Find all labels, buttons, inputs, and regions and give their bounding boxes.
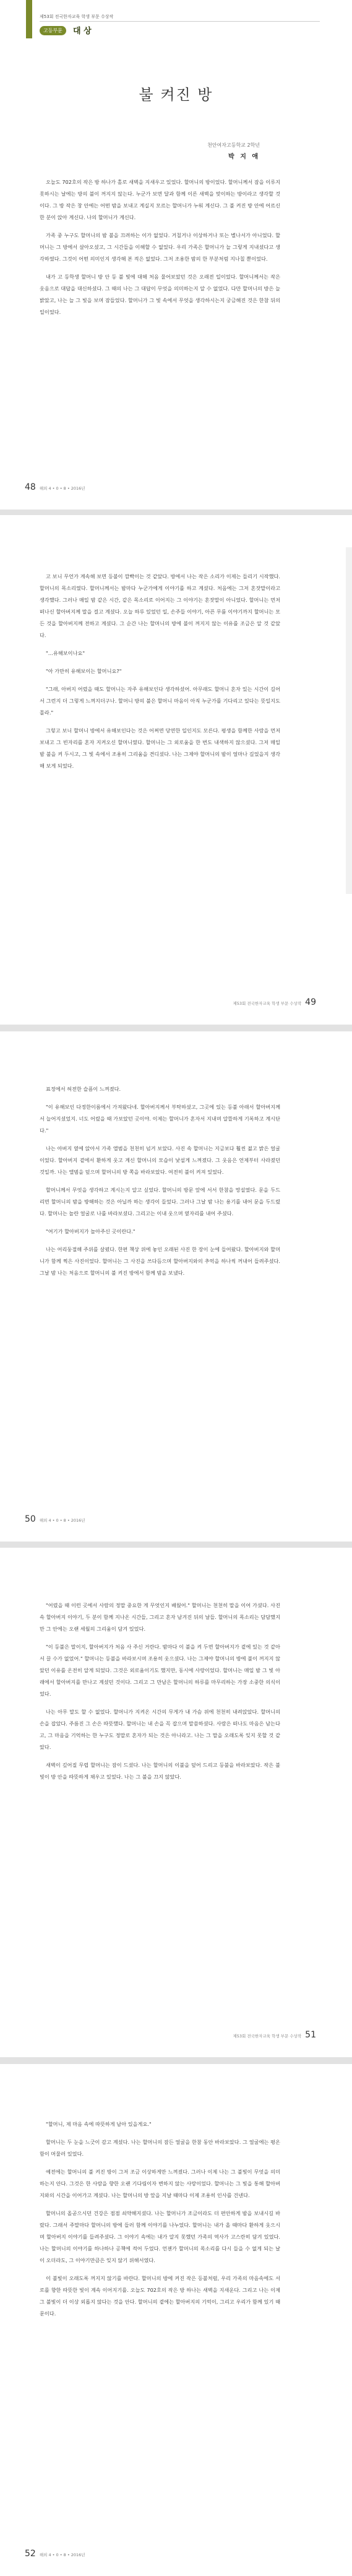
- page-footer: [25, 482, 85, 492]
- folio-label: 해외 4 • 0 • 8 • 2016년: [39, 2552, 85, 2557]
- dialogue-line: "할머니, 제 마음 속에 따뜻하게 남아 있을게요.": [46, 2121, 152, 2127]
- paragraph: 고 보니 무언가 계속해 보면 등불이 깜빡이는 것 같았다. 방에서 나는 작은 소리가 이제는 들리기 시작했다. 할머니의 목소리였다. 할머니께서는 밤마다 누군가에게 이야기를 하고 계셨다. 처음에는 그저 혼잣말이라고 생각했다. 그러나 매일 밤 같은 시간, 같은 목소리로 이어지는 그 이야기는 혼잣말이 아니었다. 할머니는 먼저 떠나신 할아버지께 말을 걸고 계셨다. 오늘 하루 있었던 일, 손주들 이야기, 아픈 무릎 이야기까지 할머니는 모든 것을 할아버지께 전하고 계셨다. 그 순간 나는 할머니의 방에 불이 꺼지지 않는 이유를 조금은 알 것 같았다.: [40, 573, 280, 638]
- page-footer: [25, 1514, 85, 1524]
- running-header: 제53회 전국한자교육 학생 부문 수상작: [40, 14, 114, 19]
- dialogue-line: "그래, 아버지 어렸을 때도 할머니는 자주 유해보인다 생각하셨어. 아무래도 할머니 혼자 있는 시간이 길어서 그런지 더 그렇게 느껴지더구나. 할머니 방의 불은 할머니 마음이 아직 누군가를 기다리고 있다는 뜻일지도 몰라.": [40, 686, 280, 716]
- section-tab: [26, 0, 32, 38]
- page-number: 52: [25, 2549, 36, 2559]
- page-number: 50: [25, 1514, 36, 1524]
- page-number: 48: [25, 482, 36, 492]
- paragraph: 할머니는 두 눈을 느긋이 감고 계셨다. 나는 할머니의 잠든 얼굴을 한참 동안 바라보았다. 그 얼굴에는 평온함이 머물러 있었다.: [40, 2139, 280, 2157]
- page-footer: [233, 997, 316, 1007]
- paragraph: "어렸을 때 이런 곳에서 사람의 정말 중요한 게 무엇인지 배웠어." 할머니는 천천히 말을 이어 가셨다. 사진 속 할아버지 이야기, 두 분이 함께 지나온 시간들, 그리고 혼자 남겨진 뒤의 날들. 할머니의 목소리는 담담했지만 그 안에는 오랜 세월의 그리움이 담겨 있었다.: [40, 1602, 280, 1632]
- header-rule: [40, 21, 320, 22]
- folio-label: 해외 4 • 0 • 8 • 2016년: [39, 486, 85, 491]
- paragraph: 오늘도 702호의 작은 방 하나가 홀로 새벽을 지새우고 있었다. 할머니의 방이었다. 할머니께서 잠을 이루지 못하시는 날에는 방의 불이 꺼지지 않는다. 누군가 보면 달과 함께 이른 새벽을 맞이하는 방이라고 생각할 것이다. 그 방 작은 창 안에는 어떤 밤을 보내고 계실지 모르는 할머니가 누워 계신다. 그 불 켜진 방 안에 어르신 한 분이 앉아 계신다. 나의 할머니가 계신다.: [40, 179, 280, 220]
- award-badge: 고등부문: [40, 26, 66, 35]
- author-name: 박 지 애: [228, 154, 260, 160]
- folio-label: 제53회 전국한자교육 학생 부문 수상작: [233, 1001, 302, 1006]
- page-number: 51: [305, 2030, 316, 2040]
- paragraph: 나는 아버지 옆에 앉아서 가족 앨범을 천천히 넘겨 보았다. 사진 속 할머니는 지금보다 훨씬 젊고 밝은 얼굴이었다. 할아버지 곁에서 환하게 웃고 계신 할머니의 모습이 낯설게 느껴졌다. 그 웃음은 언제부터 사라졌던 것일까. 나는 앨범을 덮으며 할머니의 방 쪽을 바라보았다. 여전히 불이 켜져 있었다.: [40, 1145, 280, 1175]
- page-4-body: [40, 1600, 280, 1789]
- dialogue-line: "…유해보이나요": [46, 650, 85, 656]
- paragraph: 표정에서 허전한 슬픔이 느껴졌다.: [46, 1086, 121, 1092]
- dialogue-line: "아 가만히 유해보이는 할머니요?": [46, 668, 122, 674]
- page-5: [0, 2064, 352, 2576]
- paragraph: 나는 아무 말도 할 수 없었다. 할머니가 지켜온 시간의 무게가 내 가슴 위에 천천히 내려앉았다. 할머니의 손을 잡았다. 주름진 그 손은 따뜻했다. 할머니는 내 손을 꼭 잡으며 말씀하셨다. 사람은 떠나도 마음은 남는다고, 그 마음을 기억하는 한 누구도 정말로 혼자가 되는 것은 아니라고. 나는 그 말을 오래도록 잊지 못할 것 같았다.: [40, 1709, 280, 1750]
- paragraph: 이 불빛이 오래도록 꺼지지 않기를 바란다. 할머니의 방에 켜진 작은 등불처럼, 우리 가족의 마음속에도 서로를 향한 따뜻한 빛이 계속 이어지기를. 오늘도 702호의 작은 방 하나는 새벽을 지새운다. 그리고 나는 이제 그 불빛이 더 이상 외롭지 않다는 것을 안다. 할머니의 곁에는 할아버지의 기억이, 그리고 우리가 함께 있기 때문이다.: [40, 2275, 280, 2317]
- paragraph: 가족 중 누구도 할머니의 밤 불을 끄려하는 이가 없었다. 거칠거나 이상하거나 또는 별나서가 아니었다. 할머니는 그 방에서 살아오셨고, 그 시간들을 이해할 수 없었다. 우리 가족은 할머니가 늘 그렇게 지내셨다고 생각하였다. 그것이 어떤 의미인지 생각해 본 적은 없었다. 그저 조용한 밤의 한 부분처럼 지나칠 뿐이었다.: [40, 232, 280, 262]
- page-footer: [233, 2030, 316, 2040]
- paragraph: "이 등불은 말이지, 할아버지가 처음 사 주신 거란다. 밤마다 이 불을 켜 두면 할아버지가 곁에 있는 것 같아서 끌 수가 없었어." 할머니는 등불을 바라보시며 조용히 웃으셨다. 나는 그제야 할머니의 방에 불이 꺼지지 않았던 이유를 온전히 알게 되었다. 그것은 외로움이기도 했지만, 동시에 사랑이었다. 할머니는 매일 밤 그 빛 아래에서 할아버지를 만나고 계셨던 것이다. 그리고 그 만남은 할머니의 하루를 마무리하는 가장 소중한 의식이었다.: [40, 1644, 280, 1697]
- paragraph: 그렇고 보니 할머니 방에서 유해보인다는 것은 어쩌면 당연한 일인지도 모른다. 평생을 함께한 사람을 먼저 보내고 그 빈자리를 혼자 지켜오신 할머니였다. 할머니는 그 외로움을 한 번도 내색하지 않으셨다. 그저 매일 밤 불을 켜 두시고, 그 빛 속에서 조용히 그리움을 견디셨다. 나는 그제야 할머니의 밤이 얼마나 길었을지 생각해 보게 되었다.: [40, 727, 280, 769]
- paragraph: 할머니께서 무엇을 생각하고 계시는지 알고 싶었다. 할머니의 방문 앞에 서서 한참을 망설였다. 문을 두드리면 할머니의 밤을 방해하는 것은 아닐까 하는 생각이 들었다. 그러나 그날 밤 나는 용기를 내어 문을 두드렸다. 할머니는 놀란 얼굴로 나를 바라보셨다. 그리고는 이내 웃으며 옆자리를 내어 주셨다.: [40, 1187, 280, 1216]
- page-footer: [25, 2549, 85, 2559]
- paragraph: 예전에는 할머니의 불 켜진 방이 그저 조금 이상하게만 느껴졌다. 그러나 이제 나는 그 불빛이 무엇을 의미하는지 안다. 그것은 한 사람을 향한 오랜 기다림이자 변하지 않는 사랑이었다. 할머니는 그 빛을 통해 할아버지와의 시간을 이어가고 계셨다. 나는 할머니의 방 앞을 지날 때마다 이제 조용히 인사를 건넨다.: [40, 2169, 280, 2198]
- paragraph: 할머니의 올곧으시던 건강은 점점 쇠약해지셨다. 나는 할머니가 조금이라도 더 편안하게 밤을 보내시길 바랐다. 그래서 주말마다 할머니의 방에 들러 함께 이야기를 나누었다. 할머니는 내가 올 때마다 환하게 웃으시며 할아버지 이야기를 들려주셨다. 그 이야기 속에는 내가 알지 못했던 가족의 역사가 고스란히 담겨 있었다. 나는 할머니의 이야기를 하나하나 공책에 적어 두었다. 언젠가 할머니의 목소리를 다시 들을 수 없게 되는 날이 오더라도, 그 이야기만큼은 잊지 않기 위해서였다.: [40, 2210, 280, 2263]
- page-edge-shade: [346, 547, 352, 894]
- author-school: 천안여자고등학교 2학년: [207, 142, 260, 148]
- page-1-body: [40, 176, 280, 324]
- paragraph: 나는 어리둥절해 주위를 살폈다. 한편 책상 위에 놓인 오래된 사진 한 장이 눈에 들어왔다. 할아버지와 할머니가 함께 찍은 사진이었다. 할머니는 그 사진을 쓰다듬으며 할아버지와의 추억을 하나씩 꺼내어 들려주셨다. 그날 밤 나는 처음으로 할머니의 불 켜진 방에서 함께 밤을 보냈다.: [40, 1246, 280, 1276]
- page-3-body: [40, 1083, 280, 1285]
- folio-label: 제53회 전국한자교육 학생 부문 수상작: [233, 2034, 302, 2039]
- page-number: 49: [305, 997, 316, 1007]
- page-3: [0, 1031, 352, 1542]
- page-4: [0, 1548, 352, 2057]
- folio-label: 해외 4 • 0 • 8 • 2016년: [39, 1518, 85, 1523]
- page-2-body: [40, 571, 280, 778]
- page-2: [0, 515, 352, 1025]
- page-1: [0, 0, 352, 510]
- paragraph: 내가 고 등학생 할머니 방 안 등 불 빛에 대해 처음 물어보았던 것은 오래전 일이었다. 할머니께서는 작은 웃음으로 대답을 대신하셨다. 그 때의 나는 그 대답이 무엇을 의미하는지 알 수 없었다. 다만 할머니의 방은 늘 밝았고, 나는 늘 그 빛을 보며 잠들었다. 할머니가 그 빛 속에서 무엇을 생각하시는지 궁금해진 것은 한참 뒤의 일이었다.: [40, 274, 280, 315]
- page-5-body: [40, 2118, 280, 2326]
- essay-title: 불 켜진 방: [139, 86, 213, 103]
- dialogue-line: "이 유해보인 다정한이름에서 가져왔다네. 할아버지께서 부탁하셨고, 그곳에 있는 등불 아래서 할아버지께서 늘어지셨었지. 너도 어렸을 때 가보았던 곳이야. 이제는 할머니가 혼자서 지내며 알뜰하게 기록하고 계시단다.": [40, 1104, 280, 1134]
- dialogue-line: "여기가 할아버지가 놀아주신 곳이란다.": [46, 1228, 135, 1234]
- paragraph: 새벽이 깊어질 무렵 할머니는 잠이 드셨다. 나는 할머니의 이불을 덮어 드리고 등불을 바라보았다. 작은 불빛이 방 안을 따뜻하게 채우고 있었다. 나는 그 불을 끄지 않았다.: [40, 1762, 280, 1780]
- award-title: 대 상: [73, 27, 92, 36]
